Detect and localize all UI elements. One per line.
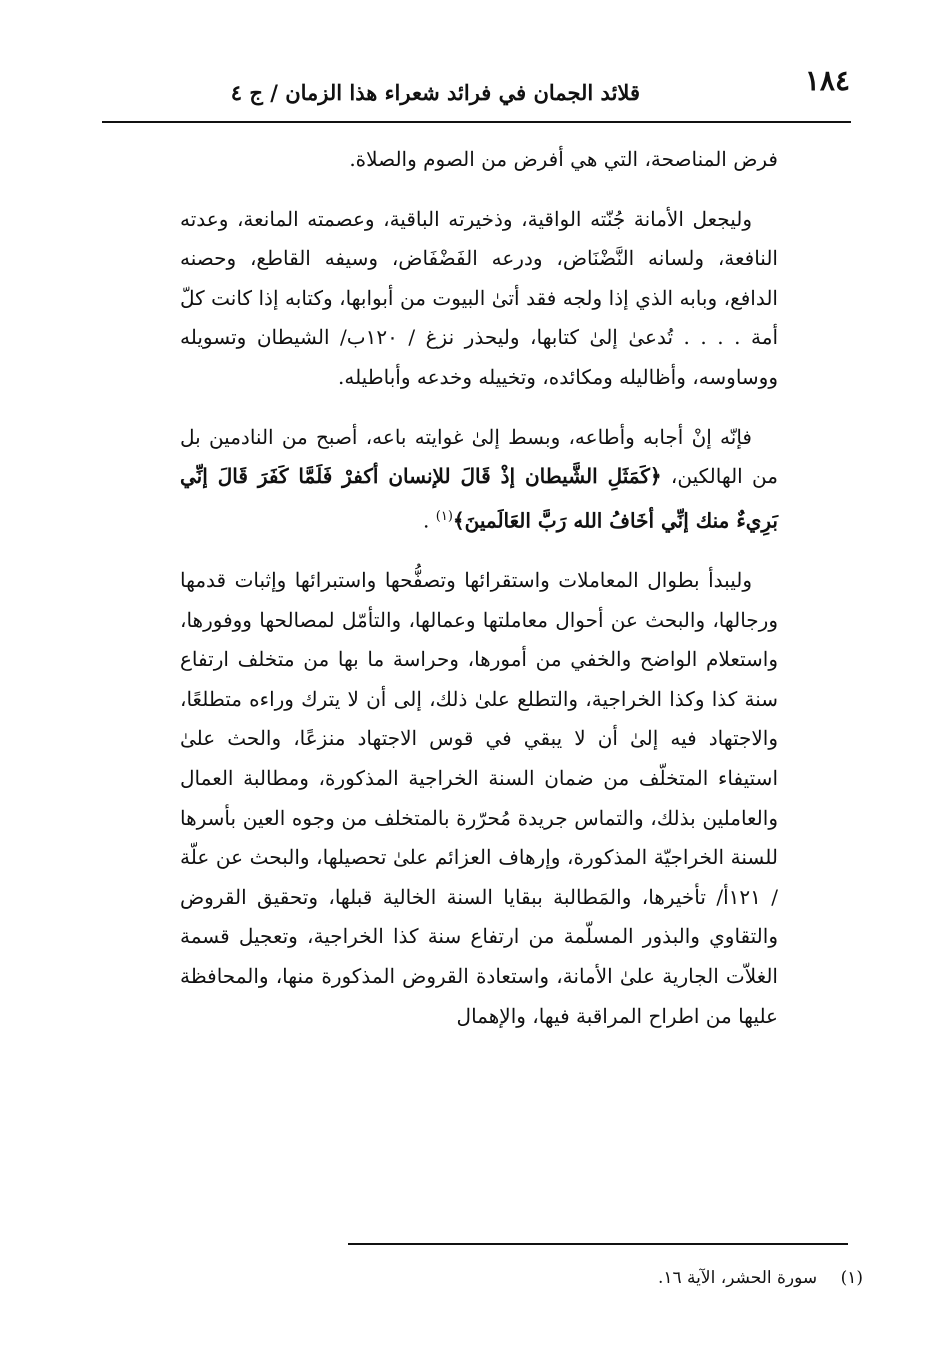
paragraph-end: . <box>423 508 430 533</box>
main-text <box>180 140 778 1036</box>
page-number: ١٨٤ <box>804 64 850 97</box>
paragraph-lead: فإنّه إنْ أجابه وأطاعه، وبسط إلىٰ غوايته باعه، أصبح من النادمين بل من الهالكين، <box>180 424 778 489</box>
footnote-reference: (١) <box>435 508 453 524</box>
footnote <box>658 1268 863 1288</box>
running-title: قلائد الجمان في فرائد شعراء هذا الزمان / ج ٤ <box>230 80 640 105</box>
quran-verse: ﴿كَمَثَلِ الشَّيطان إذْ قَالَ للإنسان أكفرْ فَلَمَّا كَفَرَ قَالَ إنِّي بَرِيءٌ منك إنِّي أخَافُ الله رَبَّ العَالَمينَ﴾ <box>180 464 778 533</box>
footnote-number: (١) <box>840 1268 863 1288</box>
paragraph: وليجعل الأمانة جُنّته الواقية، وذخيرته الباقية، وعصمته المانعة، وعدته النافعة، ولسانه النَّضْنَاض، ودرعه الفَضْفَاض، وسيفه القاطع، وحصنه الدافع، وبابه الذي إذا ولجه فقد أتىٰ البيوت من أبوابها، وكتابه إذا كانت كلّ أمة . . . . تُدعىٰ إلىٰ كتابها، وليحذر نزغ / ١٢٠ب/ الشيطان وتسويله ووساوسه، وأظاليله ومكائده، وتخييله وخدعه وأباطيله. <box>180 206 779 389</box>
header-rule <box>102 121 851 123</box>
page-header <box>100 62 850 112</box>
footnote-rule <box>348 1243 848 1245</box>
quran-paragraph <box>180 418 778 541</box>
paragraph: وليبدأ بطوال المعاملات واستقرائها وتصفُّحها واستبرائها وإثبات قدمها ورجالها، والبحث عن أحوال معاملتها وعمالها، والتأمّل لمصالحها ووفورها، واستعلام الواضح والخفي من أمورها، وحراسة ما بها من متخلف ارتفاع سنة كذا وكذا الخراجية، والتطلع علىٰ ذلك، إلى أن لا يترك وراءه متطلعًا، والاجتهاد فيه إلىٰ أن لا يبقي في قوس الاجتهاد منزعًا، والحث علىٰ استيفاء المتخلّف من ضمان السنة الخراجية المذكورة، ومطالبة العمال والعاملين بذلك، والتماس جريدة مُحرّرة بالمتخلف من وجوه العين بأسرها للسنة الخراجيّة المذكورة، وإرهاف العزائم علىٰ تحصيلها، والبحث عن علّة / ١٢١أ/ تأخيرها، والمَطالبة ببقايا السنة الخالية قبلها، وتحقيق القروض والتقاوي والبذور المسلّمة من ارتفاع سنة كذا الخراجية، وتعجيل قسمة الغلاّت الجارية علىٰ الأمانة، واستعادة القروض المذكورة منها، والمحافظة عليها من اطراح المراقبة فيها، والإهمال <box>180 568 778 1028</box>
footnote-text: سورة الحشر، الآية ١٦. <box>657 1268 818 1288</box>
paragraph: فرض المناصحة، التي هي أفرض من الصوم والصلاة. <box>349 147 778 171</box>
